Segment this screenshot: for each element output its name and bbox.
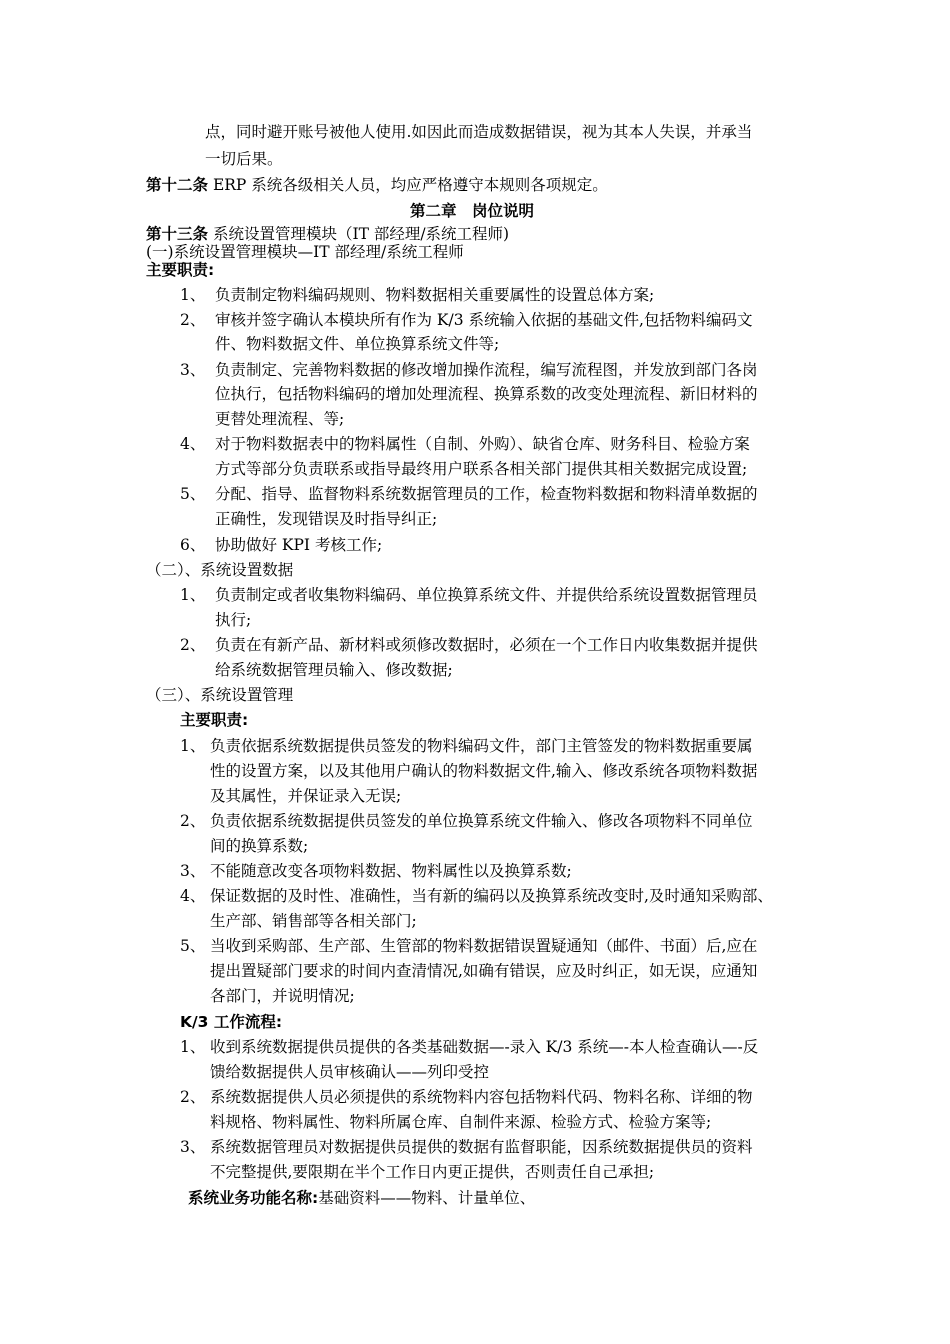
article-13-heading: 第十三条 <box>146 225 209 243</box>
s1-item-1-num: 1、 <box>180 286 206 304</box>
article-13-text: 系统设置管理模块（IT 部经理/系统工程师) <box>208 225 510 243</box>
flow-item-3-line-2: 不完整提供,要限期在半个工作日内更正提供，否则责任自己承担; <box>210 1163 655 1181</box>
s1-item-5-num: 5、 <box>180 485 206 503</box>
s1-item-3-num: 3、 <box>180 361 206 379</box>
s1-item-5-line-1: 分配、指导、监督物料系统数据管理员的工作，检查物料数据和物料清单数据的 <box>215 485 758 503</box>
flow-item-2-num: 2、 <box>180 1088 206 1106</box>
flow-item-1-line-1: 收到系统数据提供员提供的各类基础数据—-录入 K/3 系统—-本人检查确认—-反 <box>210 1038 759 1056</box>
s1-item-3-line-3: 更替处理流程、等; <box>215 410 345 428</box>
s3-item-2-line-2: 间的换算系数; <box>210 837 309 855</box>
section-3-title: （三）、系统设置管理 <box>146 686 294 704</box>
s1-item-2-line-2: 件、物料数据文件、单位换算系统文件等; <box>215 335 500 353</box>
s3-item-5-num: 5、 <box>180 937 206 955</box>
system-functions-text: 基础资料——物料、计量单位、 <box>318 1189 536 1207</box>
s1-item-3-line-2: 位执行，包括物料编码的增加处理流程、换算系数的改变处理流程、新旧材料的 <box>215 385 758 403</box>
article-12 <box>146 175 608 195</box>
system-functions-label: 系统业务功能名称: <box>188 1189 319 1207</box>
flow-item-3-line-1: 系统数据管理员对数据提供员提供的数据有监督职能，因系统数据提供员的资料 <box>210 1138 753 1156</box>
article-12-text: ERP 系统各级相关人员，均应严格遵守本规则各项规定。 <box>208 176 608 194</box>
s1-item-6-num: 6、 <box>180 536 206 554</box>
section-3-duty-heading: 主要职责: <box>180 711 249 729</box>
system-functions <box>188 1188 535 1208</box>
s1-item-6-line-1: 协助做好 KPI 考核工作; <box>215 536 383 554</box>
k3-workflow-heading: K/3 工作流程: <box>180 1013 283 1031</box>
s3-item-2-num: 2、 <box>180 812 206 830</box>
section-2-title: （二）、系统设置数据 <box>146 561 294 579</box>
flow-item-1-line-2: 馈给数据提供人员审核确认——列印受控 <box>210 1063 490 1081</box>
s1-item-4-line-2: 方式等部分负责联系或指导最终用户联系各相关部门提供其相关数据完成设置; <box>215 460 748 478</box>
section-1-duty-heading: 主要职责: <box>146 261 215 279</box>
s3-item-3-num: 3、 <box>180 862 206 880</box>
s3-item-1-line-1: 负责依据系统数据提供员签发的物料编码文件，部门主管签发的物料数据重要属 <box>210 737 753 755</box>
s3-item-1-line-3: 及其属性，并保证录入无误; <box>210 787 402 805</box>
section-1-title: (一)系统设置管理模块—IT 部经理/系统工程师 <box>146 243 464 261</box>
s1-item-4-line-1: 对于物料数据表中的物料属性（自制、外购）、缺省仓库、财务科目、检验方案 <box>215 435 750 453</box>
s3-item-4-num: 4、 <box>180 887 206 905</box>
s1-item-2-num: 2、 <box>180 311 206 329</box>
article-13 <box>146 224 509 244</box>
s2-item-1-line-1: 负责制定或者收集物料编码、单位换算系统文件、并提供给系统设置数据管理员 <box>215 586 758 604</box>
s1-item-1-line-1: 负责制定物料编码规则、物料数据相关重要属性的设置总体方案; <box>215 286 655 304</box>
s3-item-5-line-2: 提出置疑部门要求的时间内查清情况,如确有错误，应及时纠正，如无误，应通知 <box>210 962 758 980</box>
flow-item-2-line-1: 系统数据提供人员必须提供的系统物料内容包括物料代码、物料名称、详细的物 <box>210 1088 753 1106</box>
s3-item-4-line-1: 保证数据的及时性、准确性，当有新的编码以及换算系统改变时,及时通知采购部、 <box>210 887 773 905</box>
s3-item-5-line-3: 各部门，并说明情况; <box>210 987 355 1005</box>
s1-item-5-line-2: 正确性，发现错误及时指导纠正; <box>215 510 438 528</box>
continuation-line-2: 一切后果。 <box>205 150 283 168</box>
s3-item-2-line-1: 负责依据系统数据提供员签发的单位换算系统文件输入、修改各项物料不同单位 <box>210 812 753 830</box>
s1-item-4-num: 4、 <box>180 435 206 453</box>
flow-item-1-num: 1、 <box>180 1038 206 1056</box>
s2-item-1-line-2: 执行; <box>215 611 252 629</box>
s2-item-2-line-1: 负责在有新产品、新材料或须修改数据时，必须在一个工作日内收集数据并提供 <box>215 636 758 654</box>
flow-item-3-num: 3、 <box>180 1138 206 1156</box>
s1-item-3-line-1: 负责制定、完善物料数据的修改增加操作流程，编写流程图，并发放到部门各岗 <box>215 361 758 379</box>
s2-item-2-line-2: 给系统数据管理员输入、修改数据; <box>215 661 453 679</box>
s2-item-1-num: 1、 <box>180 586 206 604</box>
chapter-title: 第二章 岗位说明 <box>410 202 535 220</box>
s3-item-1-line-2: 性的设置方案，以及其他用户确认的物料数据文件,输入、修改系统各项物料数据 <box>210 762 758 780</box>
s3-item-1-num: 1、 <box>180 737 206 755</box>
s3-item-4-line-2: 生产部、销售部等各相关部门; <box>210 912 417 930</box>
article-12-heading: 第十二条 <box>146 176 209 194</box>
continuation-line-1: 点，同时避开账号被他人使用.如因此而造成数据错误，视为其本人失误，并承当 <box>205 123 753 141</box>
s1-item-2-line-1: 审核并签字确认本模块所有作为 K/3 系统输入依据的基础文件,包括物料编码文 <box>215 311 753 329</box>
flow-item-2-line-2: 料规格、物料属性、物料所属仓库、自制件来源、检验方式、检验方案等; <box>210 1113 712 1131</box>
s3-item-5-line-1: 当收到采购部、生产部、生管部的物料数据错误置疑通知（邮件、书面）后,应在 <box>210 937 758 955</box>
s2-item-2-num: 2、 <box>180 636 206 654</box>
s3-item-3-line-1: 不能随意改变各项物料数据、物料属性以及换算系数; <box>210 862 572 880</box>
